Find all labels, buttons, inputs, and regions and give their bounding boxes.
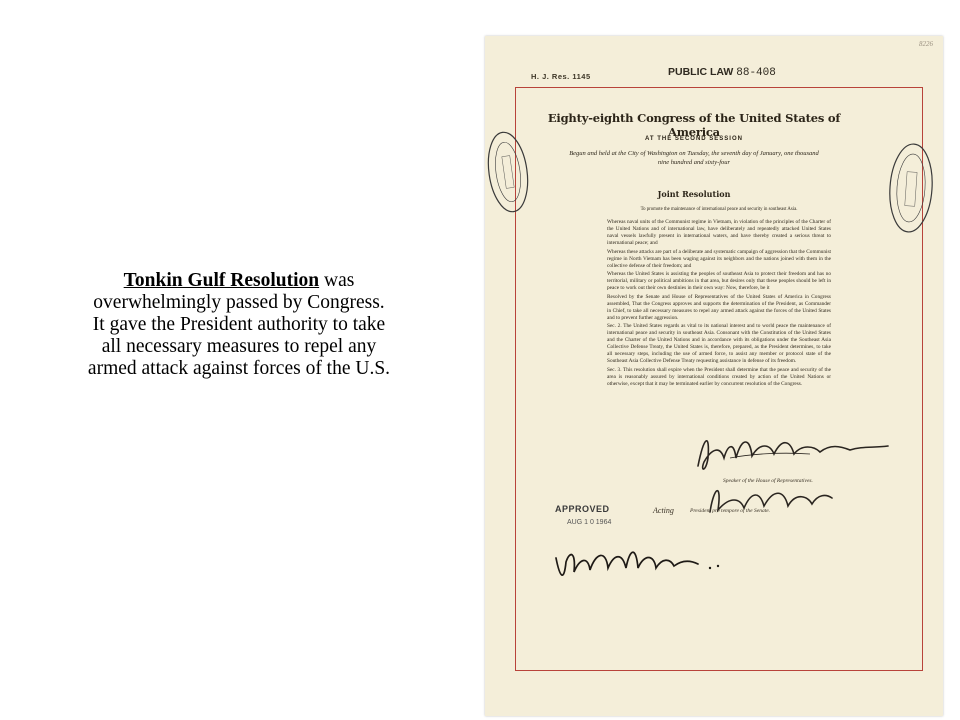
white-house-received-stamp (485, 126, 531, 218)
public-law-number: 88-408 (736, 67, 776, 79)
senate-president-signature (700, 476, 840, 526)
records-service-stamp (885, 138, 937, 238)
section-2: Sec. 2. The United States regards as vital to its national interest and to world peace the maintenance of international peace and security in southeast Asia. Consonant with the Constitution of the United States and the Charter of the United Nations and in accordance with its obligations under the Southeast Asia Collective Defense Treaty, the United States is, therefore, prepared, as the President determines, to take all necessary steps, including the use of armed force, to assist any member or protocol state of the Southeast Asia Collective Defense Treaty requesting assistance in defense of its freedom. (607, 323, 831, 365)
session-line: AT THE SECOND SESSION (645, 136, 743, 142)
caption-text-4: all necessary measures to repel any (101, 336, 377, 357)
whereas-1: Whereas naval units of the Communist regime in Vietnam, in violation of the principles of the Charter of the United Nations and of international law, have deliberately and repeatedly attacked United States naval vessels lawfully present in international waters, and have thereby created a serious threat to international peace; and (607, 219, 831, 246)
senate-title: President pro tempore of the Senate. (690, 508, 771, 514)
public-law-label: PUBLIC LAW (668, 66, 734, 78)
whereas-2: Whereas these attacks are part of a deliberate and systematic campaign of aggression that the Communist regime in North Vietnam has been waging against its neighbors and the nations joined with them in the collective defense of their freedom; and (607, 248, 831, 269)
begun-line: Begun and held at the City of Washington on Tuesday, the seventh day of January, one thousand nine hundred and sixty-four (569, 150, 819, 166)
speaker-signature (690, 428, 910, 478)
president-signature (550, 538, 740, 590)
section-3: Sec. 3. This resolution shall expire when the President shall determine that the peace and security of the area is reasonably assured by international conditions created by action of the United Nations or otherwise, except that it may be terminated earlier by concurrent resolution of the Congress. (607, 366, 831, 387)
resolved-paragraph: Resolved by the Senate and House of Representatives of the United States of America in Congress assembled, That the Congress approves and supports the determination of the President, as Commander in Chief, to take all necessary measures to repel any armed attack against the forces of the United States and to prevent further aggression. (607, 293, 831, 321)
caption-text-5: armed attack against forces of the U.S. (87, 358, 391, 379)
caption-text-3: It gave the President authority to take (92, 314, 386, 335)
congress-heading: Eighty-eighth Congress of the United States of America (547, 111, 841, 139)
caption-title-link[interactable]: Tonkin Gulf Resolution (123, 270, 320, 291)
caption-text-2: overwhelmingly passed by Congress. (93, 292, 385, 313)
bill-number: H. J. Res. 1145 (531, 72, 591, 81)
pencil-mark: 8226 (919, 40, 933, 48)
acting-handwritten: Acting (653, 506, 674, 515)
speaker-title: Speaker of the House of Representatives. (723, 478, 813, 484)
caption (14, 270, 464, 380)
approved-stamp: APPROVED (555, 504, 610, 514)
public-law-header (668, 66, 776, 79)
approved-date: AUG 1 0 1964 (567, 519, 612, 526)
caption-text-1: was (324, 270, 355, 291)
joint-resolution-heading: Joint Resolution (657, 189, 731, 199)
purpose-line: To promote the maintenance of international peace and security in southeast Asia. (640, 207, 798, 212)
whereas-3: Whereas the United States is assisting the peoples of southeast Asia to protect their freedom and has no territorial, military or political ambitions in that area, but desires only that these peoples should be left in peace to work out their own destinies in their own way: Now, therefore, be it (607, 271, 831, 292)
resolution-document-image (485, 36, 943, 716)
resolution-body (607, 206, 831, 390)
